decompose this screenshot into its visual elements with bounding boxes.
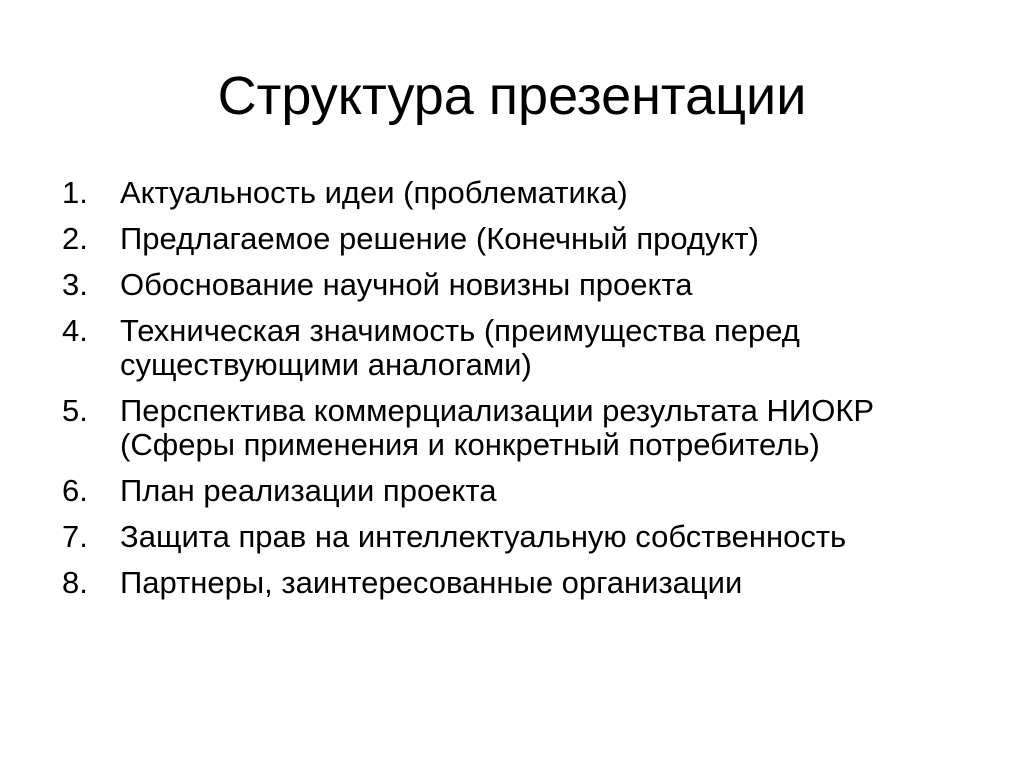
list-item-text: Актуальность идеи (проблематика) — [120, 175, 628, 210]
list-item-text: Обоснование научной новизны проекта — [120, 267, 693, 302]
list-item-number: 8. — [62, 565, 88, 600]
list-item-6 — [62, 474, 962, 508]
list-item-5 — [62, 394, 962, 462]
list-item-7 — [62, 520, 962, 554]
list-item-2 — [62, 222, 962, 256]
list-item-number: 1. — [62, 175, 88, 210]
list-item-text: Перспектива коммерциализации результата НИОКР (Сферы применения и конкретный потребитель) — [120, 393, 875, 462]
list-item-3 — [62, 268, 962, 302]
list-item-number: 4. — [62, 313, 88, 348]
list-item-8 — [62, 566, 962, 600]
list-item-text: Предлагаемое решение (Конечный продукт) — [120, 221, 759, 256]
list-item-1 — [62, 176, 962, 210]
list-item-text: Партнеры, заинтересованные организации — [120, 565, 743, 600]
list-item-text: Техническая значимость (преимущества перед существующими аналогами) — [120, 313, 800, 382]
list-item-number: 7. — [62, 519, 88, 554]
list-item-number: 3. — [62, 267, 88, 302]
list-item-4 — [62, 314, 962, 382]
list-item-number: 6. — [62, 473, 88, 508]
slide-title: Структура презентации — [217, 66, 807, 126]
list-item-text: План реализации проекта — [120, 473, 497, 508]
content-list — [62, 176, 962, 612]
list-item-number: 5. — [62, 393, 88, 428]
list-item-number: 2. — [62, 221, 88, 256]
list-item-text: Защита прав на интеллектуальную собственность — [120, 519, 847, 554]
